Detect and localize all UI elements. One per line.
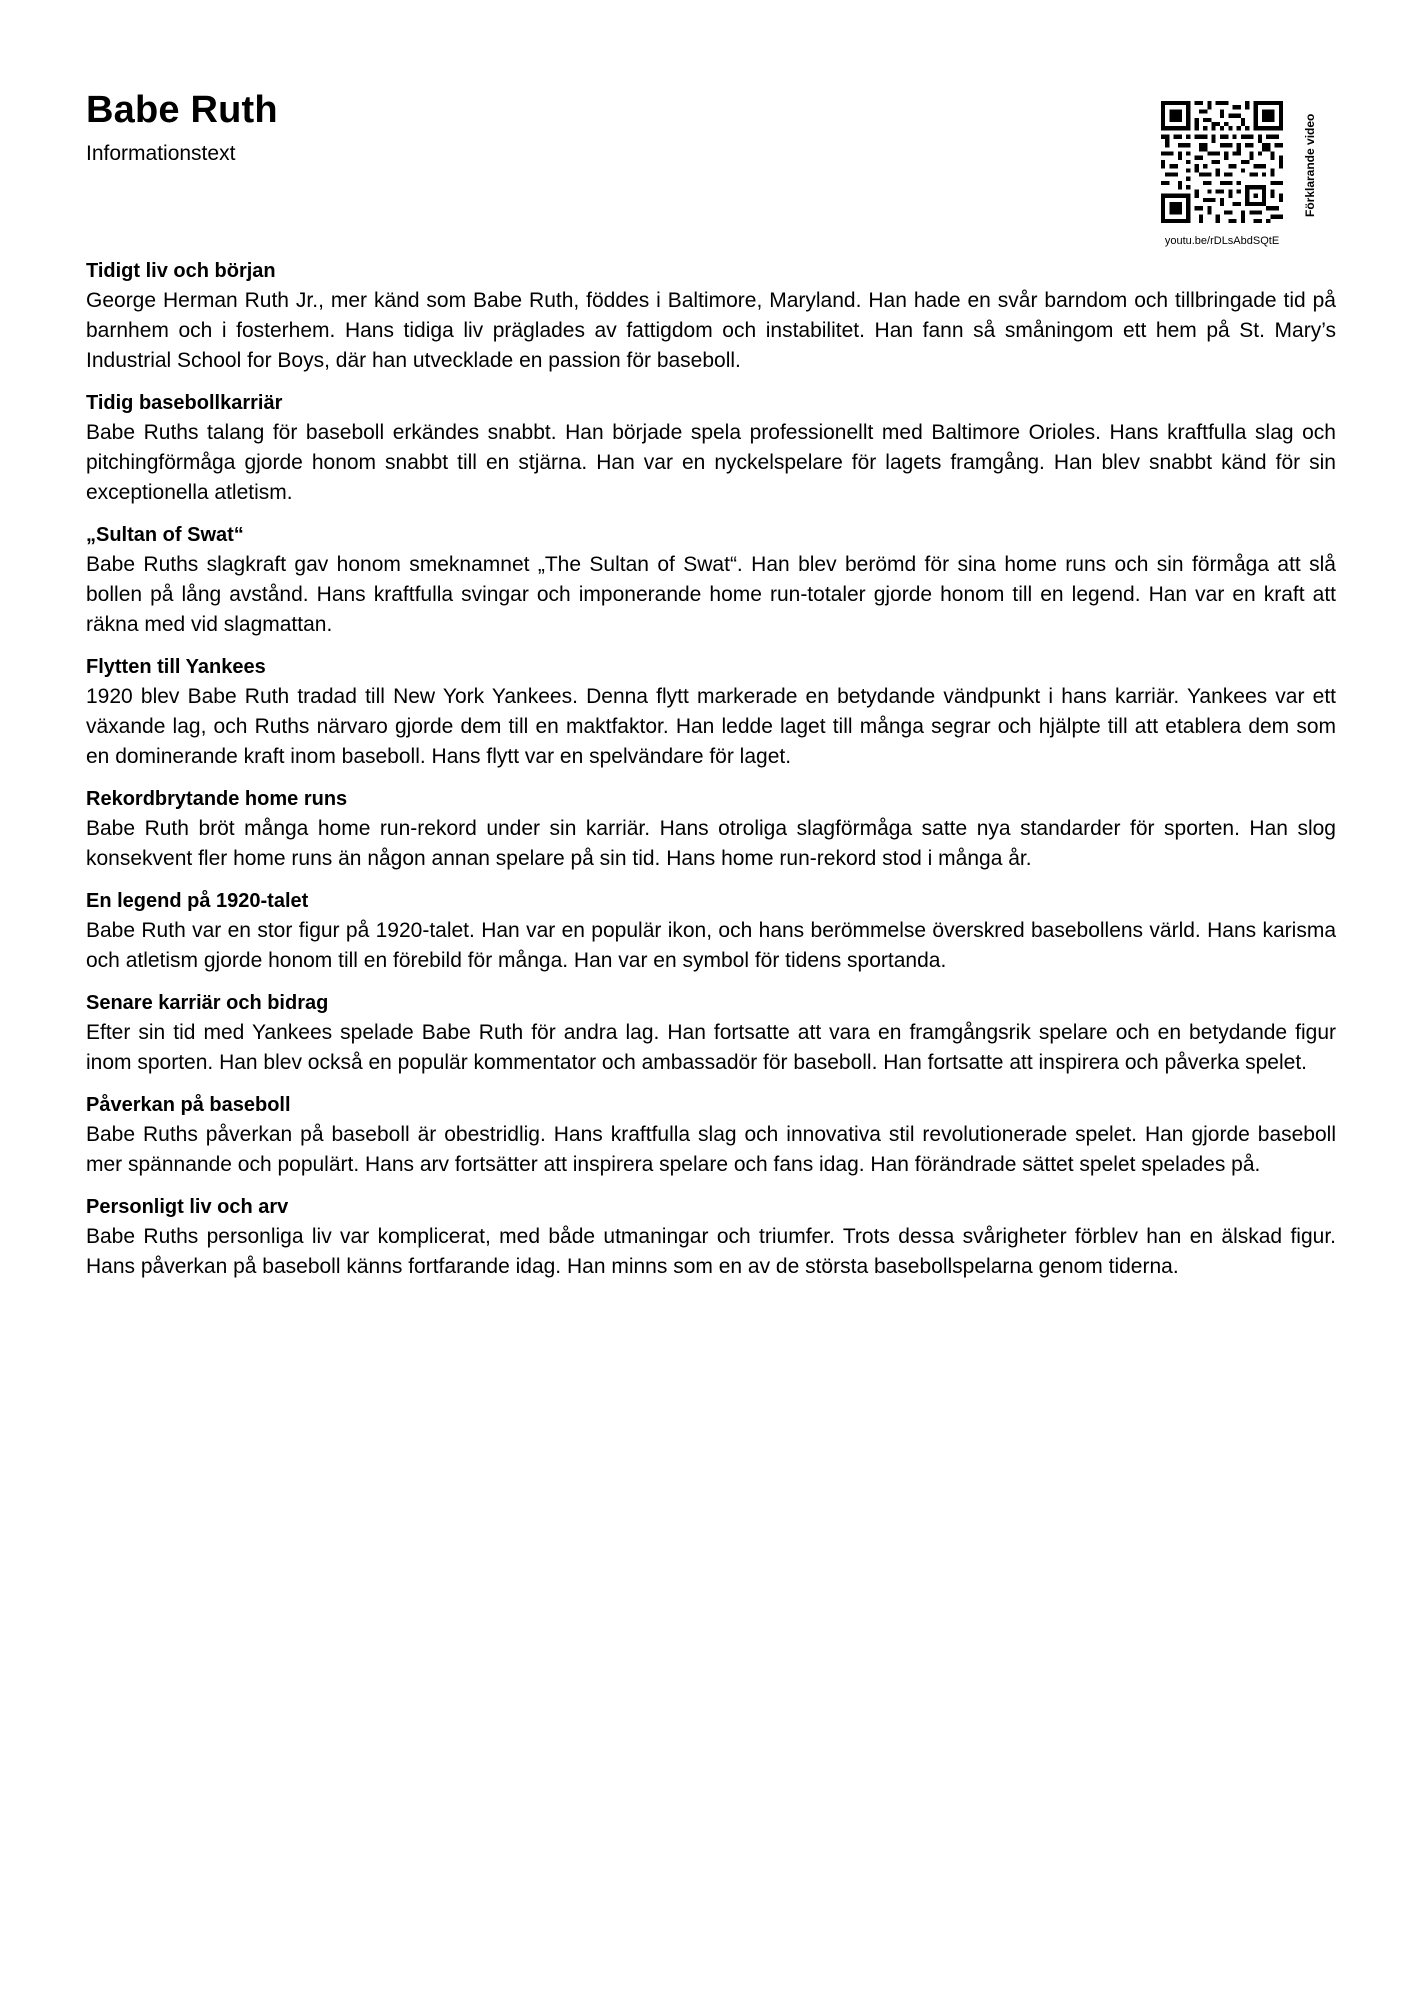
section-heading: „Sultan of Swat“ — [86, 524, 244, 546]
section-paragraph: Babe Ruths talang för baseboll erkändes snabbt. Han började spela professionellt med Baltimore Orioles. Hans kraftfulla slag och pitchingförmåga gjorde honom snabbt till en stjärna. Han var en nyckelspelare för lagets framgång. Han blev snabbt känd för sin exceptionella atletism. — [86, 421, 1336, 504]
section-heading: Tidig basebollkarriär — [86, 392, 283, 414]
qr-side-label: Förklarande video — [1303, 113, 1317, 217]
section-paragraph: George Herman Ruth Jr., mer känd som Babe Ruth, föddes i Baltimore, Maryland. Han hade en svår barndom och tillbringade tid på barnhem och i fosterhem. Hans tidiga liv präglades av fattigdom och instabilitet. Han fann så småningom ett hem på St. Mary’s Industrial School for Boys, där han utvecklade en passion för baseboll. — [86, 289, 1336, 372]
section-paragraph: Babe Ruths slagkraft gav honom smeknamnet „The Sultan of Swat“. Han blev berömd för sina home runs och sin förmåga att slå bollen på lång avstånd. Hans kraftfulla svingar och imponerande home run-totaler gjorde honom till en legend. Han var en kraft att räkna med vid slagmattan. — [86, 553, 1336, 636]
section-paragraph: Babe Ruths påverkan på baseboll är obestridlig. Hans kraftfulla slag och innovativa stil revolutionerade spelet. Han gjorde baseboll mer spännande och populärt. Hans arv fortsätter att inspirera spelare och fans idag. Han förändrade sättet spelet spelades på. — [86, 1123, 1336, 1176]
section-heading: Tidigt liv och början — [86, 260, 276, 282]
section-early-career — [86, 388, 1336, 508]
section-paragraph: Efter sin tid med Yankees spelade Babe Ruth för andra lag. Han fortsatte att vara en framgångsrik spelare och en betydande figur inom sporten. Han blev också en populär kommentator och ambassadör för baseboll. Han fortsatte att inspirera och påverka spelet. — [86, 1021, 1336, 1074]
section-heading: Rekordbrytande home runs — [86, 788, 348, 810]
section-heading: Personligt liv och arv — [86, 1196, 289, 1218]
document-body — [86, 256, 1336, 1294]
section-early-life — [86, 256, 1336, 376]
qr-block — [1150, 98, 1320, 256]
section-later-career — [86, 988, 1336, 1078]
section-sultan-of-swat — [86, 520, 1336, 640]
section-move-to-yankees — [86, 652, 1336, 772]
qr-code-icon — [1161, 101, 1283, 223]
qr-url[interactable]: youtu.be/rDLsAbdSQtE — [1164, 235, 1280, 247]
page-subtitle: Informationstext — [86, 142, 236, 165]
section-heading: Flytten till Yankees — [86, 656, 266, 678]
section-legend-1920s — [86, 886, 1336, 976]
section-paragraph: Babe Ruth bröt många home run-rekord under sin karriär. Hans otroliga slagförmåga satte nya standarder för sporten. Han slog konsekvent fler home runs än någon annan spelare på sin tid. Hans home run-rekord stod i många år. — [86, 817, 1336, 870]
section-heading: Påverkan på baseboll — [86, 1094, 291, 1116]
section-record-home-runs — [86, 784, 1336, 874]
section-paragraph: Babe Ruths personliga liv var komplicerat, med både utmaningar och triumfer. Trots dessa svårigheter förblev han en älskad figur. Hans påverkan på baseboll känns fortfarande idag. Han minns som en av de största basebollspelarna genom tiderna. — [86, 1225, 1336, 1278]
section-personal-life — [86, 1192, 1336, 1282]
section-paragraph: Babe Ruth var en stor figur på 1920-talet. Han var en populär ikon, och hans berömmelse överskred basebollens värld. Hans karisma och atletism gjorde honom till en förebild för många. Han var en symbol för tidens sportanda. — [86, 919, 1336, 972]
section-paragraph: 1920 blev Babe Ruth tradad till New York Yankees. Denna flytt markerade en betydande vändpunkt i hans karriär. Yankees var ett växande lag, och Ruths närvaro gjorde dem till en maktfaktor. Han ledde laget till många segrar och hjälpte till att etablera dem som en dominerande kraft inom baseboll. Hans flytt var en spelvändare för laget. — [86, 685, 1336, 768]
page-title: Babe Ruth — [86, 89, 278, 131]
section-impact — [86, 1090, 1336, 1180]
section-heading: En legend på 1920-talet — [86, 890, 309, 912]
section-heading: Senare karriär och bidrag — [86, 992, 329, 1014]
